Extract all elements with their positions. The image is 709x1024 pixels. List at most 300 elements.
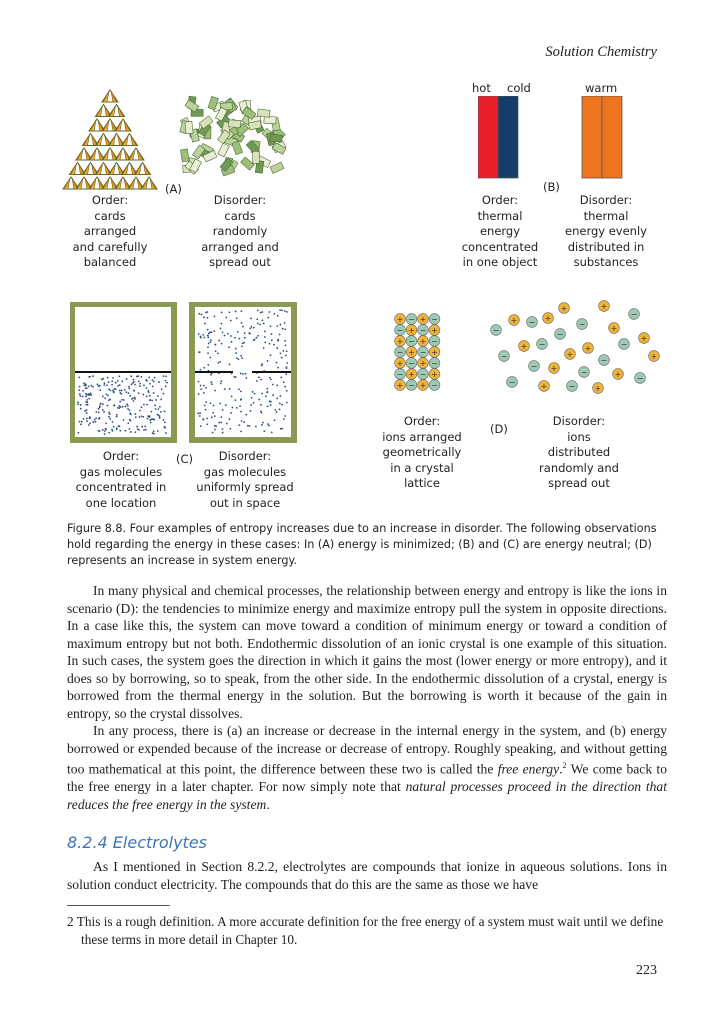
gas-molecule [205, 387, 207, 389]
gas-molecule [99, 385, 101, 387]
gas-molecule [240, 390, 242, 392]
gas-molecule [230, 412, 232, 414]
gas-molecule [240, 355, 242, 357]
gas-molecule [266, 391, 268, 393]
gas-molecule [105, 429, 107, 431]
anion-symbol: − [538, 340, 546, 349]
gas-molecule [110, 390, 112, 392]
gas-molecule [212, 412, 214, 414]
cation-symbol: + [431, 326, 438, 335]
gas-molecule [221, 311, 223, 313]
gas-molecule [204, 337, 206, 339]
card [84, 135, 90, 146]
gas-molecule [214, 425, 216, 427]
gas-molecule [220, 328, 222, 330]
warm-block-right [602, 96, 622, 178]
gas-molecule [123, 399, 125, 401]
gas-molecule [118, 375, 120, 377]
gas-molecule [202, 418, 204, 420]
gas-molecule [222, 432, 224, 434]
gas-molecule [277, 367, 279, 369]
anion-symbol: − [630, 310, 638, 319]
gas-molecule [116, 416, 118, 418]
gas-molecule [165, 380, 167, 382]
cation-symbol: + [431, 348, 438, 357]
gas-molecule [261, 412, 263, 414]
gas-molecule [143, 429, 145, 431]
gas-molecule [112, 421, 114, 423]
gas-molecule [238, 359, 240, 361]
panel-a-order-label [60, 193, 160, 271]
gas-molecule [199, 351, 201, 353]
gas-molecule [276, 398, 278, 400]
gas-molecule [113, 391, 115, 393]
gas-molecule [251, 397, 253, 399]
cold-block [498, 96, 518, 178]
gas-molecule [108, 432, 110, 434]
gas-molecule [106, 384, 108, 386]
gas-molecule [107, 395, 109, 397]
gas-molecule [132, 382, 134, 384]
gas-molecule [138, 392, 140, 394]
gas-molecule [263, 430, 265, 432]
gas-molecule [129, 409, 131, 411]
gas-molecule [158, 408, 160, 410]
hot-label: hot [472, 81, 491, 95]
panel-c-disorder-line: gas molecules [203, 464, 287, 479]
anion-symbol: − [408, 359, 415, 368]
card-pyramid-image [60, 82, 160, 194]
gas-molecule [203, 385, 205, 387]
gas-molecule [126, 403, 128, 405]
gas-molecule [149, 395, 151, 397]
gas-molecule [210, 402, 212, 404]
gas-molecule [116, 414, 118, 416]
card [64, 178, 70, 189]
gas-molecule [253, 402, 255, 404]
gas-molecule [235, 399, 237, 401]
gas-molecule [77, 432, 79, 434]
gas-molecule [130, 431, 132, 433]
card [131, 135, 137, 146]
gas-molecule [199, 412, 201, 414]
gas-molecule [148, 377, 150, 379]
gas-molecule [103, 384, 105, 386]
gas-molecule [242, 326, 244, 328]
gas-molecule [240, 411, 242, 413]
cation-symbol: + [408, 370, 415, 379]
gas-molecule [149, 419, 151, 421]
gas-molecule [160, 399, 162, 401]
anion-symbol: − [492, 326, 500, 335]
gas-molecule [261, 393, 263, 395]
gas-molecule [85, 401, 87, 403]
gas-molecule [103, 382, 105, 384]
gas-molecule [80, 423, 82, 425]
gas-molecule [135, 416, 137, 418]
gas-molecule [129, 412, 131, 414]
gas-molecule [279, 309, 281, 311]
gas-molecule [121, 380, 123, 382]
gas-molecule [99, 389, 101, 391]
gas-molecule [258, 377, 260, 379]
gas-molecule [116, 428, 118, 430]
gas-molecule [95, 421, 97, 423]
gas-molecule [219, 403, 221, 405]
panel-b-disorder-line: Disorder: [579, 193, 633, 207]
card [137, 149, 143, 160]
gas-molecule [285, 373, 287, 375]
footnote-ref[interactable]: 2 [562, 761, 567, 770]
section-heading: 8.2.4 Electrolytes [67, 833, 207, 852]
gas-molecule [128, 428, 130, 430]
panel-b-order-line: thermal [477, 208, 523, 223]
cation-symbol: + [408, 326, 415, 335]
gas-molecule [86, 420, 88, 422]
gas-molecule [125, 406, 127, 408]
gas-molecule [258, 399, 260, 401]
gas-molecule [247, 425, 249, 427]
gas-molecule [141, 415, 143, 417]
gas-molecule [99, 403, 101, 405]
gas-molecule [249, 327, 251, 329]
gas-molecule [241, 322, 243, 324]
panel-b-order-line: energy [479, 224, 521, 238]
gas-molecule [217, 362, 219, 364]
anion-symbol: − [528, 318, 536, 327]
figure-caption: Figure 8.8. Four examples of entropy increases due to an increase in disorder. The following observations hold regarding the energy in these cases: In (A) energy is minimized; (B) and (C) are energy neutral; (D) represents an increase in system energy. [67, 522, 657, 567]
panel-c-order-line: Order: [102, 449, 140, 463]
cation-symbol: + [600, 302, 608, 311]
gas-molecule [239, 405, 241, 407]
panel-b-order-line: in one object [462, 255, 538, 269]
cation-symbol: + [550, 364, 558, 373]
gas-molecule [242, 373, 244, 375]
gas-molecule [102, 396, 104, 398]
gas-molecule [157, 395, 159, 397]
anion-symbol: − [396, 326, 404, 335]
gas-molecule [231, 395, 233, 397]
card [90, 149, 96, 160]
anion-symbol: − [431, 381, 438, 390]
cation-symbol: + [594, 384, 602, 393]
panel-c-disorder-line: uniformly spread [196, 480, 294, 494]
gas-molecule [197, 413, 199, 415]
cation-symbol: + [560, 304, 568, 313]
gas-molecule [99, 417, 101, 419]
gas-molecule [280, 352, 282, 354]
card [123, 135, 129, 146]
gas-molecule [79, 386, 81, 388]
gas-molecule [117, 407, 119, 409]
panel-d-order-line: ions arranged [382, 429, 462, 444]
anion-symbol: − [408, 337, 415, 346]
gas-molecule [134, 397, 136, 399]
gas-molecule [220, 383, 222, 385]
gas-molecule [286, 311, 288, 313]
card [103, 149, 109, 160]
gas-molecule [270, 354, 272, 356]
gas-molecule [200, 388, 202, 390]
gas-molecule [139, 383, 141, 385]
gas-molecule [88, 424, 90, 426]
gas-molecule [146, 387, 148, 389]
cation-symbol: + [419, 381, 427, 390]
gas-molecule [279, 395, 281, 397]
cation-symbol: + [520, 342, 528, 351]
gas-molecule [233, 376, 235, 378]
gas-molecule [78, 389, 80, 391]
gas-molecule [119, 425, 121, 427]
panel-c-order-label [70, 449, 172, 511]
gas-molecule [241, 357, 243, 359]
anion-symbol: − [419, 326, 427, 335]
gas-molecule [111, 384, 113, 386]
gas-molecule [82, 396, 84, 398]
gas-molecule [131, 383, 133, 385]
gas-molecule [141, 376, 143, 378]
gas-molecule [270, 404, 272, 406]
gas-molecule [159, 415, 161, 417]
gas-molecule [214, 344, 216, 346]
gas-molecule [279, 334, 281, 336]
gas-molecule [102, 429, 104, 431]
gas-molecule [119, 392, 121, 394]
panel-d-disorder-label [525, 414, 633, 492]
card [136, 164, 142, 175]
gas-molecule [269, 377, 271, 379]
card [97, 106, 103, 117]
gas-molecule [222, 331, 224, 333]
gas-molecule [237, 331, 239, 333]
gas-molecule [124, 389, 126, 391]
gas-molecule [240, 373, 242, 375]
gas-molecule [207, 336, 209, 338]
panel-a-disorder-line: Disorder: [213, 193, 267, 207]
gas-molecule [284, 415, 286, 417]
gas-molecule [86, 418, 88, 420]
gas-molecule [200, 425, 202, 427]
gas-molecule [106, 393, 108, 395]
gas-molecule [128, 388, 130, 390]
gas-molecule [211, 331, 213, 333]
anion-symbol: − [600, 356, 608, 365]
gas-molecule [143, 384, 145, 386]
card [129, 149, 135, 160]
scattered-card [180, 149, 189, 162]
anion-symbol: − [580, 368, 588, 377]
gas-molecule [250, 410, 252, 412]
panel-d-order-line: in a crystal [390, 460, 454, 475]
panel-a-disorder-line: spread out [209, 255, 271, 269]
gas-molecule [255, 426, 257, 428]
gas-molecule [236, 407, 238, 409]
gas-molecule [99, 407, 101, 409]
gas-molecule [147, 418, 149, 420]
gas-molecule [123, 419, 125, 421]
gas-molecule [127, 405, 129, 407]
gas-molecule [144, 425, 146, 427]
gas-molecule [109, 413, 111, 415]
gas-molecule [235, 348, 237, 350]
panel-b-disorder-line: distributed in [567, 239, 645, 254]
gas-molecule [260, 404, 262, 406]
gas-molecule [151, 400, 153, 402]
anion-symbol: − [431, 359, 438, 368]
gas-molecule [207, 364, 209, 366]
gas-molecule [90, 385, 92, 387]
gas-molecule [222, 428, 224, 430]
gas-molecule [253, 327, 255, 329]
gas-molecule [209, 332, 211, 334]
page-number: 223 [636, 963, 657, 978]
panel-c-order-line: one location [85, 495, 157, 510]
gas-molecule [165, 375, 167, 377]
panel-a-order-line: Order: [91, 193, 129, 207]
anion-symbol: − [636, 374, 644, 383]
gas-molecule [238, 388, 240, 390]
gas-molecule [128, 386, 130, 388]
gas-molecule [236, 357, 238, 359]
gas-molecule [82, 390, 84, 392]
gas-molecule [157, 414, 159, 416]
anion-symbol: − [530, 362, 538, 371]
card [129, 178, 135, 189]
gas-molecule [207, 329, 209, 331]
gas-molecule [83, 418, 85, 420]
gas-molecule [198, 333, 200, 335]
gas-molecule [257, 309, 259, 311]
gas-molecule [119, 384, 121, 386]
cation-symbol: + [396, 381, 404, 390]
gas-molecule [149, 383, 151, 385]
gas-molecule [121, 390, 123, 392]
gas-molecule [264, 336, 266, 338]
gas-molecule [79, 393, 81, 395]
gas-molecule [92, 386, 94, 388]
gas-molecule [102, 378, 104, 380]
gas-molecule [148, 391, 150, 393]
gas-molecule [269, 400, 271, 402]
gas-molecule [228, 346, 230, 348]
cation-symbol: + [396, 337, 404, 346]
gas-molecule [206, 417, 208, 419]
gas-molecule [88, 398, 90, 400]
gas-molecule [220, 323, 222, 325]
gas-molecule [274, 409, 276, 411]
gas-molecule [200, 313, 202, 315]
gas-molecule [204, 323, 206, 325]
warm-label: warm [585, 81, 618, 95]
gas-molecule [218, 340, 220, 342]
gas-molecule [104, 398, 106, 400]
gas-molecule [229, 388, 231, 390]
gas-molecule [210, 374, 212, 376]
cation-symbol: + [540, 382, 548, 391]
gas-molecule [281, 309, 283, 311]
gas-molecule [238, 424, 240, 426]
gas-molecule [117, 380, 119, 382]
gas-molecule [207, 317, 209, 319]
cation-symbol: + [566, 350, 574, 359]
gas-molecule [77, 403, 79, 405]
gas-molecule [257, 335, 259, 337]
gas-molecule [119, 430, 121, 432]
gas-molecule [153, 392, 155, 394]
gas-molecule [256, 337, 258, 339]
dispersed-ions-image [484, 294, 664, 398]
card [124, 120, 130, 131]
gas-molecule [243, 421, 245, 423]
gas-molecule [206, 423, 208, 425]
gas-molecule [80, 404, 82, 406]
hot-block [478, 96, 498, 178]
gas-molecule [128, 392, 130, 394]
panel-b-disorder-line: energy evenly [565, 224, 647, 238]
gas-molecule [234, 337, 236, 339]
anion-symbol: − [578, 320, 586, 329]
gas-molecule [229, 363, 231, 365]
gas-molecule [284, 340, 286, 342]
gas-molecule [260, 410, 262, 412]
cation-symbol: + [419, 359, 427, 368]
gas-molecule [218, 422, 220, 424]
panel-b-order-line: concentrated [461, 239, 539, 254]
gas-molecule [221, 343, 223, 345]
scattered-card [241, 157, 255, 170]
card [116, 120, 122, 131]
gas-molecule [142, 394, 144, 396]
gas-molecule [256, 380, 258, 382]
gas-molecule [89, 422, 91, 424]
gas-molecule [154, 404, 156, 406]
gas-molecule [261, 311, 263, 313]
gas-molecule [268, 311, 270, 313]
gas-molecule [240, 431, 242, 433]
gas-molecule [211, 416, 213, 418]
panel-a-letter: (A) [165, 182, 182, 196]
scattered-card [270, 134, 283, 142]
gas-molecule [203, 367, 205, 369]
gas-molecule [245, 414, 247, 416]
gas-molecule [277, 340, 279, 342]
panel-a-disorder-line: cards [224, 208, 256, 223]
anion-symbol: − [408, 381, 415, 390]
panel-d-order-line: geometrically [382, 445, 462, 459]
panel-c-letter: (C) [176, 452, 194, 466]
gas-molecule [165, 385, 167, 387]
gas-molecule [95, 411, 97, 413]
gas-molecule [267, 317, 269, 319]
gas-molecule [263, 323, 265, 325]
gas-molecule [119, 401, 121, 403]
gas-molecule [141, 406, 143, 408]
gas-molecule [229, 428, 231, 430]
gas-molecule [121, 399, 123, 401]
gas-molecule [139, 410, 141, 412]
gas-molecule [210, 339, 212, 341]
gas-molecule [163, 393, 165, 395]
gas-molecule [227, 333, 229, 335]
gas-molecule [137, 375, 139, 377]
gas-molecule [150, 411, 152, 413]
gas-molecule [273, 344, 275, 346]
gas-molecule [166, 382, 168, 384]
gas-molecule [207, 346, 209, 348]
gas-molecule [152, 418, 154, 420]
gas-molecule [283, 381, 285, 383]
gas-molecule [149, 415, 151, 417]
